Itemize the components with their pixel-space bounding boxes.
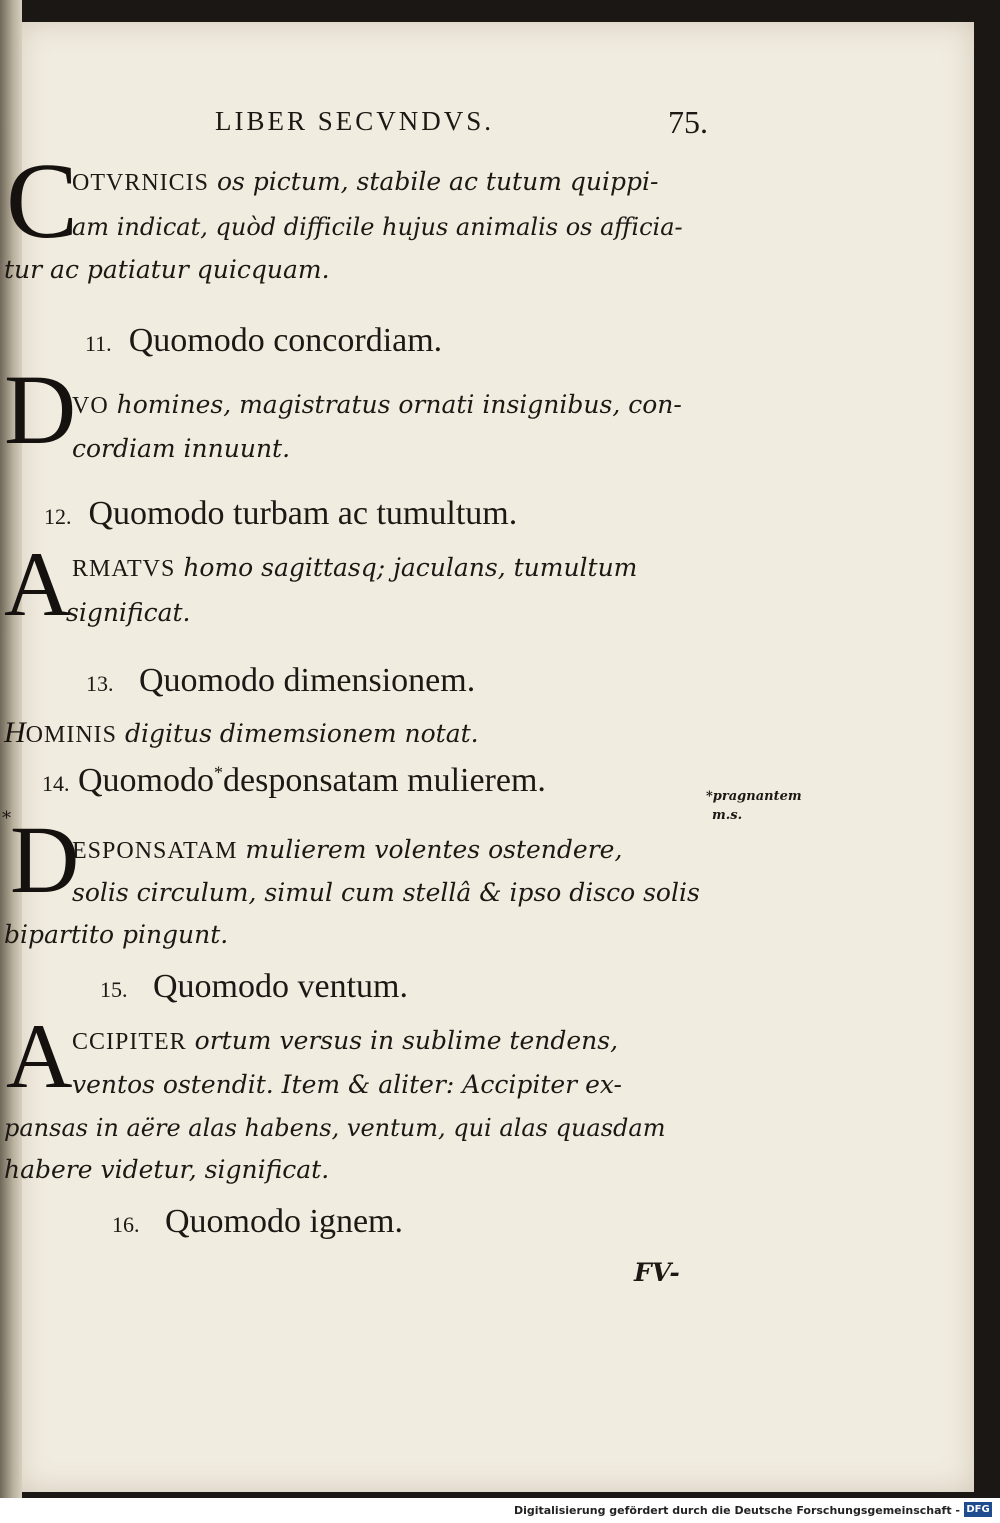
text-line: am indicat, quòd difficile hujus animalis os afficia- [72, 213, 683, 241]
heading-text: Quomodo ventum. [153, 968, 408, 1005]
text-line: ventos ostendit. Item & aliter: Accipiter ex- [72, 1070, 622, 1099]
line-text: ortum versus in sublime tendens, [194, 1026, 619, 1055]
lead-word: RMATVS [72, 556, 176, 582]
text-line [72, 167, 658, 197]
note-marker: * [214, 762, 223, 783]
text-line: significat. [66, 598, 191, 627]
line-text: digitus dimemsionem notat. [124, 719, 479, 748]
line-text: homo sagittasq; jaculans, tumultum [183, 553, 638, 582]
line-text: homines, magistratus ornati insignibus, con- [116, 390, 682, 419]
section-number: 12. [44, 504, 72, 529]
lead-word: VO [72, 393, 109, 419]
lead-word: CCIPITER [72, 1029, 187, 1055]
section-number: 14. [42, 771, 70, 796]
drop-cap: D [4, 354, 77, 465]
heading-text: Quomodo ignem. [165, 1203, 403, 1240]
line-text: mulierem volentes ostendere, [245, 835, 623, 864]
text-line [72, 1026, 618, 1056]
section-heading [42, 762, 546, 800]
running-title: LIBER SECVNDVS. [215, 106, 495, 136]
section-heading [85, 322, 442, 360]
text-line: habere videtur, significat. [4, 1155, 330, 1184]
funding-credit: Digitalisierung gefördert durch die Deutsche Forschungsgemeinschaft - [513, 1504, 960, 1517]
note-marker: * [2, 808, 11, 829]
heading-text: Quomodo turbam ac tumultum. [88, 495, 518, 532]
page-number: 75. [668, 104, 708, 140]
drop-cap: D [10, 806, 80, 913]
drop-cap: A [4, 533, 71, 635]
lead-word: OTVRNICIS [72, 170, 210, 196]
initial-capital: H [4, 716, 26, 749]
marginal-note: m.s. [712, 808, 743, 823]
lead-word: ESPONSATAM [72, 838, 238, 864]
text-line: solis circulum, simul cum stellâ & ipso disco solis [72, 878, 700, 907]
section-heading [86, 662, 475, 700]
text-line [4, 718, 479, 749]
footer-bar [0, 1498, 1000, 1523]
scan-border [974, 0, 1000, 1498]
text-line: bipartito pingunt. [4, 920, 229, 949]
section-number: 13. [86, 671, 114, 696]
catchword: FV- [634, 1258, 680, 1287]
section-heading [100, 968, 408, 1006]
heading-text: Quomodo [78, 762, 214, 799]
paper-sheet [18, 22, 974, 1492]
section-heading [112, 1203, 403, 1241]
lead-word: OMINIS [25, 722, 118, 748]
dfg-logo-icon: DFG [964, 1502, 992, 1517]
drop-cap: A [6, 1005, 73, 1107]
text-line [72, 835, 622, 865]
marginal-note: *pragnantem [706, 789, 802, 804]
text-line: pansas in aëre alas habens, ventum, qui alas quasdam [4, 1114, 666, 1142]
text-line: cordiam innuunt. [72, 434, 291, 463]
text-line [72, 390, 682, 420]
line-text: os pictum, stabile ac tutum quippi- [216, 167, 659, 196]
section-number: 15. [100, 977, 128, 1002]
section-number: 16. [112, 1212, 140, 1237]
drop-cap: C [6, 142, 79, 261]
heading-text: Quomodo concordiam. [128, 322, 443, 359]
section-number: 11. [85, 331, 112, 356]
section-heading [44, 495, 517, 533]
heading-text: Quomodo dimensionem. [139, 662, 476, 699]
text-line [72, 553, 637, 583]
heading-text: desponsatam mulierem. [223, 762, 546, 799]
text-line: tur ac patiatur quicquam. [4, 255, 330, 284]
